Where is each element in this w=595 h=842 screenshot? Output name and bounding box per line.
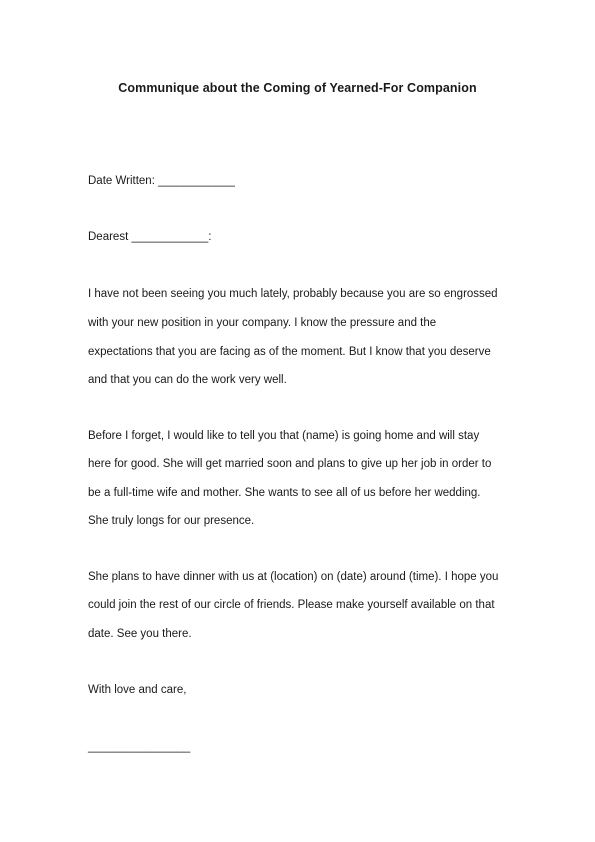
document-title: Communique about the Coming of Yearned-For Companion [118,81,477,95]
paragraph-1-line-4: and that you can do the work very well. [88,374,287,386]
salutation: Dearest ____________: [88,231,212,243]
date-written-line: Date Written: ____________ [88,175,235,187]
paragraph-1-line-1: I have not been seeing you much lately, probably because you are so engrossed [88,288,498,300]
paragraph-2-line-1: Before I forget, I would like to tell you that (name) is going home and will stay [88,430,480,442]
paragraph-2-line-2: here for good. She will get married soon and plans to give up her job in order to [88,458,492,470]
paragraph-3-line-3: date. See you there. [88,628,192,640]
closing-line: With love and care, [88,684,187,696]
paragraph-2-line-4: She truly longs for our presence. [88,515,255,527]
signature-line: ________________ [88,741,191,753]
paragraph-3-line-1: She plans to have dinner with us at (location) on (date) around (time). I hope you [88,571,499,583]
paragraph-1-line-2: with your new position in your company. I know the pressure and the [88,317,437,329]
paragraph-2-line-3: be a full-time wife and mother. She wants to see all of us before her wedding. [88,487,481,499]
paragraph-1-line-3: expectations that you are facing as of the moment. But I know that you deserve [88,346,491,358]
paragraph-3-line-2: could join the rest of our circle of friends. Please make yourself available on that [88,599,495,611]
